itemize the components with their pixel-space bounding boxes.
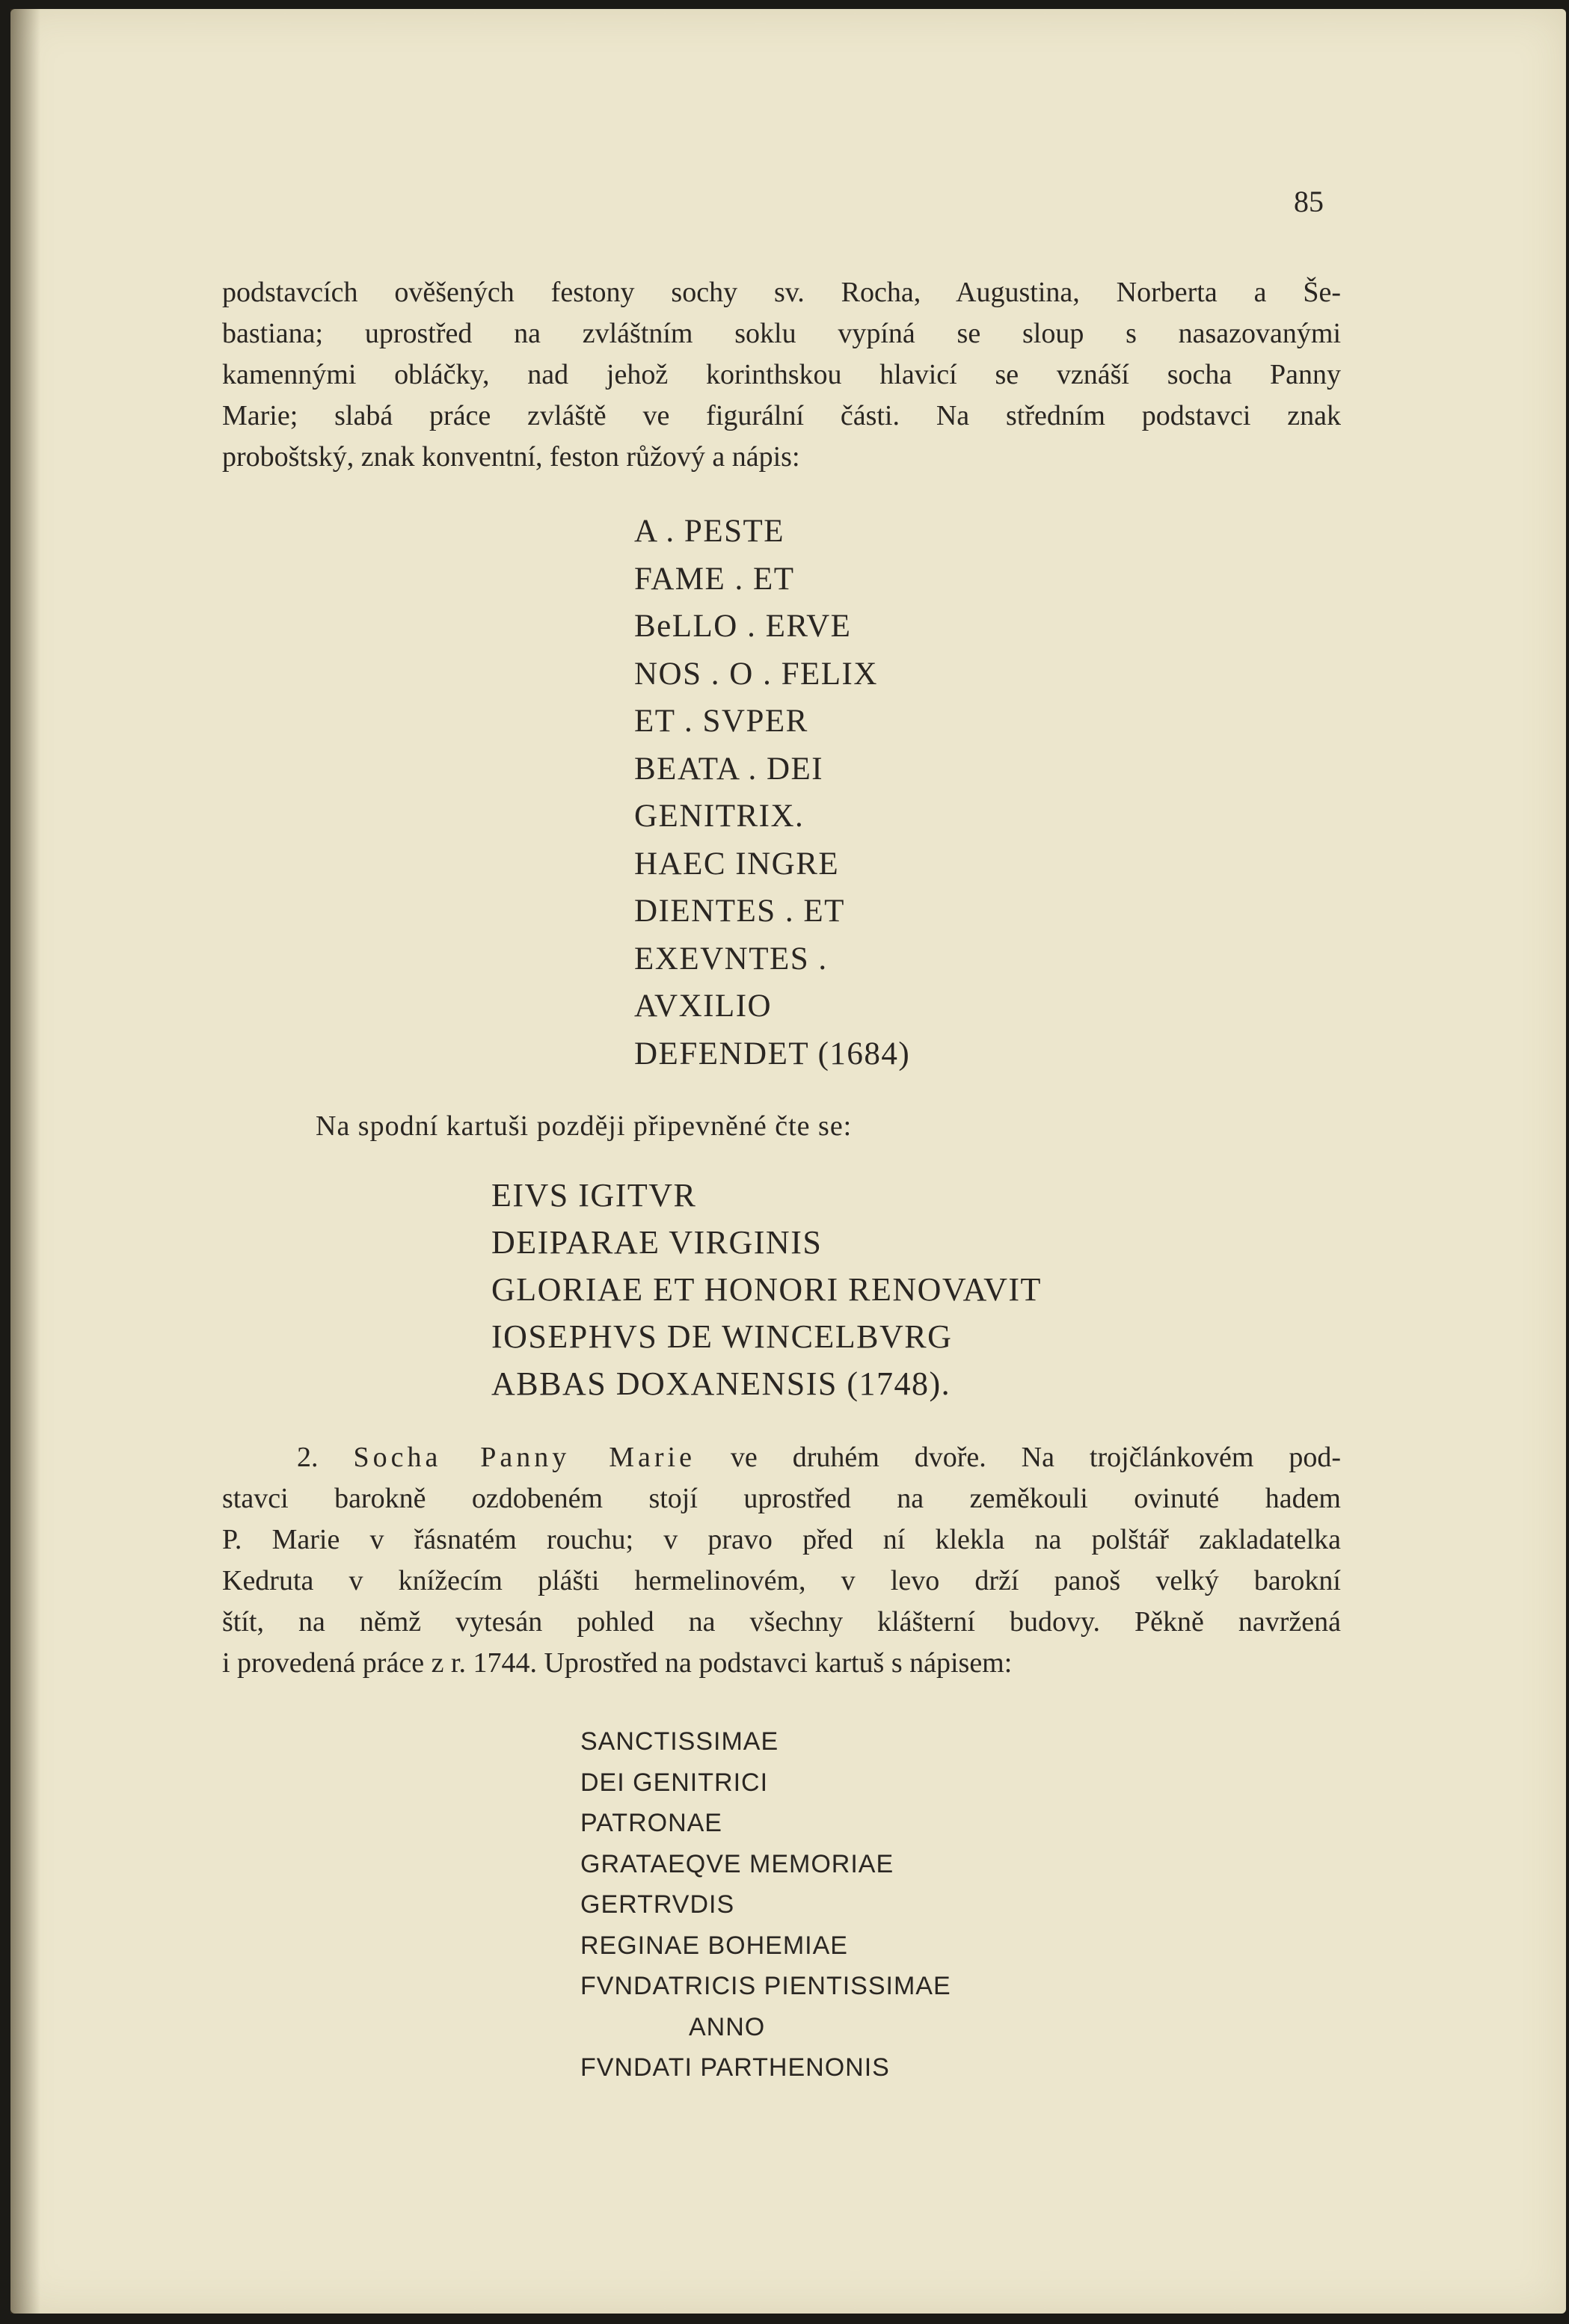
section-line: Kedruta v knížecím plášti hermelinovém, v levo drží panoš velký barokní bbox=[222, 1565, 1341, 1596]
intro-line: kamennými obláčky, nad jehož korinthskou hlavicí se vznáší socha Panny bbox=[222, 359, 1341, 390]
inscription-line: GLORIAE ET HONORI RENOVAVIT bbox=[491, 1271, 1042, 1308]
section-number: 2. bbox=[297, 1442, 319, 1473]
inscription-line: DEIPARAE VIRGINIS bbox=[491, 1224, 823, 1261]
inscription-line: BEATA . DEI bbox=[634, 751, 824, 787]
inscription-line: FVNDATI PARTHENONIS bbox=[580, 2053, 890, 2082]
page-gutter-shadow bbox=[10, 9, 40, 2314]
intro-line: podstavcích ověšených festony sochy sv. Rocha, Augustina, Norberta a Še- bbox=[222, 277, 1341, 308]
inscription-line: NOS . O . FELIX bbox=[634, 656, 878, 692]
inscription-line: ABBAS DOXANENSIS (1748). bbox=[491, 1365, 951, 1402]
page-number: 85 bbox=[1294, 185, 1324, 218]
inscription-line: GENITRIX. bbox=[634, 799, 805, 834]
section-line: P. Marie v řásnatém rouchu; v pravo před ní klekla na polštář zakladatelka bbox=[222, 1524, 1341, 1555]
inscription-line: EIVS IGITVR bbox=[491, 1177, 697, 1214]
inscription-line: GRATAEQVE MEMORIAE bbox=[580, 1849, 894, 1878]
section-heading: Socha Panny Marie bbox=[353, 1442, 696, 1473]
inscription-line: DEFENDET (1684) bbox=[634, 1036, 911, 1072]
section-line-rest: ve druhém dvoře. Na trojčlánkovém pod- bbox=[730, 1442, 1342, 1473]
inscription-line: FVNDATRICIS PIENTISSIMAE bbox=[580, 1972, 951, 2000]
section-line: štít, na němž vytesán pohled na všechny klášterní budovy. Pěkně navržená bbox=[222, 1606, 1341, 1638]
book-page bbox=[10, 9, 1566, 2314]
section-2-paragraph bbox=[222, 1437, 1341, 1684]
intro-line: bastiana; uprostřed na zvláštním soklu vypíná se sloup s nasazovanými bbox=[222, 318, 1341, 349]
inscription-line: ANNO bbox=[689, 2012, 766, 2041]
section-2-first-line bbox=[222, 1437, 1341, 1478]
inscription-line: REGINAE BOHEMIAE bbox=[580, 1931, 848, 1960]
intro-line: Marie; slabá práce zvláště ve figurální části. Na středním podstavci znak bbox=[222, 400, 1341, 431]
inscription-3 bbox=[580, 1721, 951, 2088]
inscription-line: A . PESTE bbox=[634, 514, 785, 549]
inscription-line: GERTRVDIS bbox=[580, 1890, 735, 1919]
inscription-line: IOSEPHVS DE WINCELBVRG bbox=[491, 1318, 953, 1355]
section-line: i provedená práce z r. 1744. Uprostřed na podstavci kartuš s nápisem: bbox=[222, 1647, 1013, 1679]
intro-paragraph bbox=[222, 272, 1341, 478]
inscription-line: DEI GENITRICI bbox=[580, 1768, 769, 1797]
inscription-line: SANCTISSIMAE bbox=[580, 1727, 779, 1756]
intro-line: proboštský, znak konventní, feston růžový a nápis: bbox=[222, 441, 800, 473]
section-line: stavci barokně ozdobeném stojí uprostřed na zeměkouli ovinuté hadem bbox=[222, 1483, 1341, 1514]
inscription-line: AVXILIO bbox=[634, 989, 773, 1024]
inscription-1 bbox=[634, 508, 910, 1078]
inscription-line: PATRONAE bbox=[580, 1809, 722, 1837]
inscription-line: FAME . ET bbox=[634, 561, 795, 597]
inscription-line: ET . SVPER bbox=[634, 704, 808, 739]
inscription-line: HAEC INGRE bbox=[634, 846, 840, 882]
inscription-2 bbox=[491, 1172, 1042, 1407]
inscription-line: EXEVNTES . bbox=[634, 941, 828, 977]
inscription-line: DIENTES . ET bbox=[634, 894, 845, 929]
inscription-line: BeLLO . ERVE bbox=[634, 609, 852, 644]
cartouche-note: Na spodní kartuši později připevněné čte se: bbox=[316, 1110, 853, 1142]
